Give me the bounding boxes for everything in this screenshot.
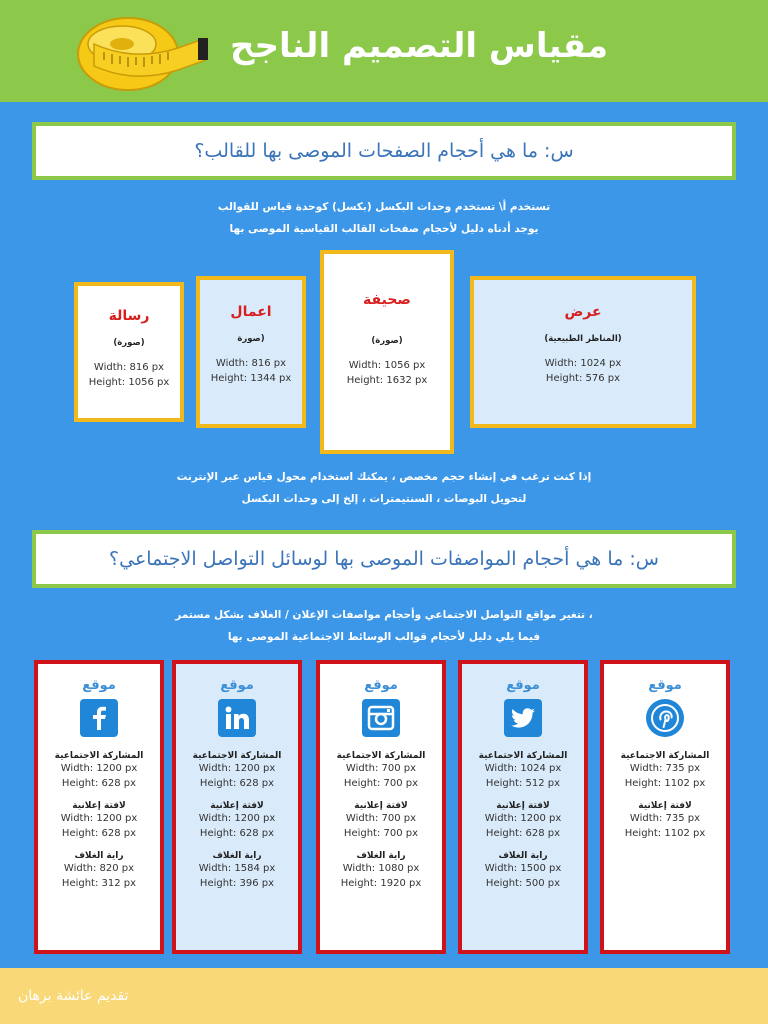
question-box-social-sizes [32,530,736,588]
section-label: لافتة إعلانية [210,801,264,811]
facebook-icon [80,699,118,737]
linkedin-icon [218,699,256,737]
dim-height: Height: 628 px [199,828,275,839]
dim-width: Width: 1500 px [484,863,562,874]
outro-line-2: لتحويل البوصات ، السنتيمترات ، إلخ إلى وحدات البكسل [241,493,527,505]
page-title: مقياس التصميم الناجح [230,26,608,66]
size-width: Width: 816 px [215,358,287,369]
size-height: Height: 576 px [545,373,621,384]
size-orientation: (صورة) [113,338,145,348]
intro-line-2: فيما يلي دليل لأحجام قوالب الوسائط الاجتماعية الموصى بها [227,631,541,643]
header-banner [0,0,768,102]
section-label: المشاركة الاجتماعية [478,751,568,761]
section-label: المشاركة الاجتماعية [336,751,426,761]
dim-height: Height: 500 px [485,878,561,889]
dim-height: Height: 628 px [61,778,137,789]
social-card-facebook [34,660,164,954]
dim-height: Height: 396 px [199,878,275,889]
size-width: Width: 1024 px [544,358,622,369]
social-card-instagram [316,660,446,954]
dim-width: Width: 1200 px [198,813,276,824]
section-label: راية الغلاف [498,851,548,861]
dim-height: Height: 700 px [343,828,419,839]
section-label: لافتة إعلانية [638,801,692,811]
size-card-presentation [470,276,696,428]
size-name: عرض [564,304,602,320]
section-label: لافتة إعلانية [354,801,408,811]
dim-height: Height: 628 px [61,828,137,839]
instagram-icon [362,699,400,737]
dim-height: Height: 1920 px [340,878,422,889]
intro-note-page-sizes [120,196,648,240]
footer-credit: تقديم عائشة برهان [18,988,129,1004]
measuring-tape-icon [74,14,210,94]
section-label: راية الغلاف [74,851,124,861]
dim-width: Width: 700 px [345,813,417,824]
site-label: موقع [364,678,398,693]
intro-line-1: ، تتغير مواقع التواصل الاجتماعي وأحجام مواصفات الإعلان / الغلاف بشكل مستمر [175,609,593,621]
question-box-page-sizes [32,122,736,180]
outro-note-page-sizes [120,466,648,510]
size-card-newspaper [320,250,454,454]
dim-height: Height: 312 px [61,878,137,889]
dim-width: Width: 1024 px [484,763,562,774]
dim-width: Width: 1200 px [484,813,562,824]
question-social-sizes: س: ما هي أحجام المواصفات الموصى بها لوسائل التواصل الاجتماعي؟ [109,548,659,570]
dim-width: Width: 1200 px [60,813,138,824]
section-label: راية الغلاف [356,851,406,861]
size-height: Height: 1056 px [88,377,170,388]
dim-height: Height: 628 px [485,828,561,839]
dim-width: Width: 1200 px [198,763,276,774]
size-width: Width: 816 px [93,362,165,373]
dim-height: Height: 700 px [343,778,419,789]
dim-height: Height: 628 px [199,778,275,789]
social-card-pinterest [600,660,730,954]
section-label: لافتة إعلانية [496,801,550,811]
dim-height: Height: 1102 px [624,778,706,789]
intro-line-2: يوجد أدناه دليل لأحجام صفحات القالب القياسية الموصى بها [229,223,539,235]
section-label: لافتة إعلانية [72,801,126,811]
dim-width: Width: 1080 px [342,863,420,874]
dim-width: Width: 735 px [629,763,701,774]
size-name: رسالة [108,308,150,324]
intro-line-1: تستخدم أ\ تستخدم وحدات البكسل (بكسل) كوحدة قياس للقوالب [217,201,551,213]
question-page-sizes: س: ما هي أحجام الصفحات الموصى بها للقالب؟ [194,140,574,162]
size-orientation: (صورة) [371,336,403,346]
size-name: صحيفة [363,292,411,308]
dim-width: Width: 735 px [629,813,701,824]
size-orientation: صورة) [237,334,265,344]
size-width: Width: 1056 px [348,360,426,371]
dim-width: Width: 700 px [345,763,417,774]
section-label: المشاركة الاجتماعية [54,751,144,761]
size-orientation: (المناظر الطبيعية) [544,334,622,344]
size-height: Height: 1344 px [210,373,292,384]
site-label: موقع [82,678,116,693]
size-card-business [196,276,306,428]
section-label: راية الغلاف [212,851,262,861]
size-card-letter [74,282,184,422]
size-name: اعمال [230,304,272,320]
twitter-icon [504,699,542,737]
dim-height: Height: 1102 px [624,828,706,839]
size-height: Height: 1632 px [346,375,428,386]
site-label: موقع [220,678,254,693]
social-card-twitter [458,660,588,954]
dim-height: Height: 512 px [485,778,561,789]
site-label: موقع [506,678,540,693]
pinterest-icon [646,699,684,737]
dim-width: Width: 820 px [63,863,135,874]
site-label: موقع [648,678,682,693]
section-label: المشاركة الاجتماعية [620,751,710,761]
outro-line-1: إذا كنت ترغب في إنشاء حجم مخصص ، يمكنك استخدام محول قياس عبر الإنترنت [176,471,592,483]
social-card-linkedin [172,660,302,954]
section-label: المشاركة الاجتماعية [192,751,282,761]
footer-banner [0,968,768,1024]
dim-width: Width: 1200 px [60,763,138,774]
intro-note-social-sizes [120,604,648,648]
dim-width: Width: 1584 px [198,863,276,874]
